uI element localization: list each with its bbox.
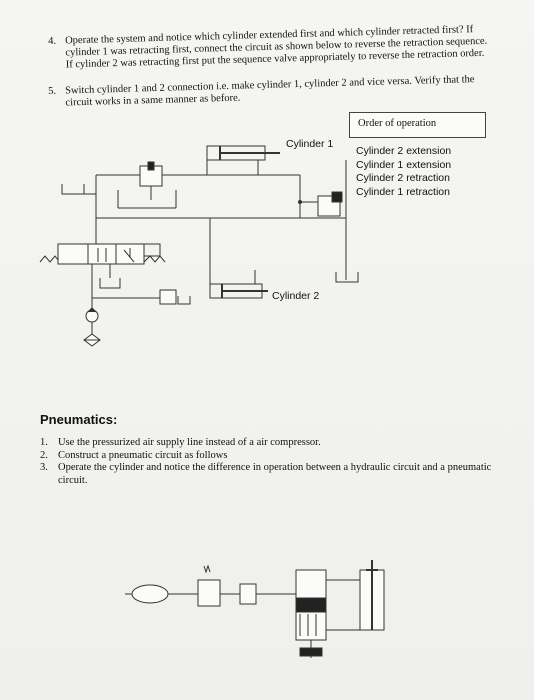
cylinder-2-symbol bbox=[210, 218, 268, 298]
order-step: Cylinder 1 retraction bbox=[356, 185, 450, 198]
item-number: 3. bbox=[40, 462, 48, 473]
sequence-valve-2-symbol bbox=[299, 192, 343, 216]
item-text: Use the pressurized air supply line instead of a air compressor. bbox=[58, 437, 321, 448]
order-steps-list bbox=[356, 145, 451, 199]
order-step: Cylinder 1 extension bbox=[356, 158, 452, 171]
item-text: Construct a pneumatic circuit as follows bbox=[58, 449, 228, 461]
list-item bbox=[40, 450, 510, 463]
pneumatics-steps-list bbox=[40, 437, 510, 487]
item-text: Operate the cylinder and notice the difference in operation between a hydraulic circuit and a pneumatic circuit. bbox=[58, 462, 492, 486]
sequence-valve-1-symbol bbox=[140, 162, 162, 200]
question-text: Operate the system and notice which cylinder extended first and which cylinder retracted first? If cylinder 1 was retracting first, connect the circuit as shown below to reverse the retraction sequence. If cylinder 2 was retracting first put the sequence valve appropriately to reverse the retraction order. bbox=[64, 24, 488, 71]
question-text: Switch cylinder 1 and 2 connection i.e. make cylinder 1, cylinder 2 and vice versa. Verify that the circuit works in a same manner as before. bbox=[64, 74, 475, 109]
item-number: 1. bbox=[40, 437, 48, 448]
order-box-title: Order of operation bbox=[358, 118, 437, 129]
cylinder-1-symbol bbox=[207, 146, 280, 175]
question-number: 5. bbox=[48, 85, 57, 97]
order-step: Cylinder 2 retraction bbox=[356, 172, 450, 184]
question-number: 4. bbox=[48, 35, 57, 47]
pneumatics-heading: Pneumatics: bbox=[40, 412, 118, 427]
order-step: Cylinder 2 extension bbox=[356, 145, 452, 157]
item-number: 2. bbox=[40, 449, 48, 461]
directional-control-valve-symbol bbox=[40, 244, 165, 264]
tank-symbol bbox=[336, 272, 358, 282]
order-of-operation-box bbox=[349, 112, 486, 138]
tank-symbol bbox=[62, 184, 84, 194]
tank-symbol bbox=[100, 278, 120, 288]
list-item bbox=[40, 462, 510, 487]
pneumatic-circuit-diagram bbox=[125, 560, 384, 658]
cylinder-2-label: Cylinder 2 bbox=[272, 290, 320, 302]
cylinder-1-label: Cylinder 1 bbox=[286, 138, 334, 150]
list-item bbox=[40, 437, 510, 450]
relief-valve-symbol bbox=[160, 290, 176, 304]
